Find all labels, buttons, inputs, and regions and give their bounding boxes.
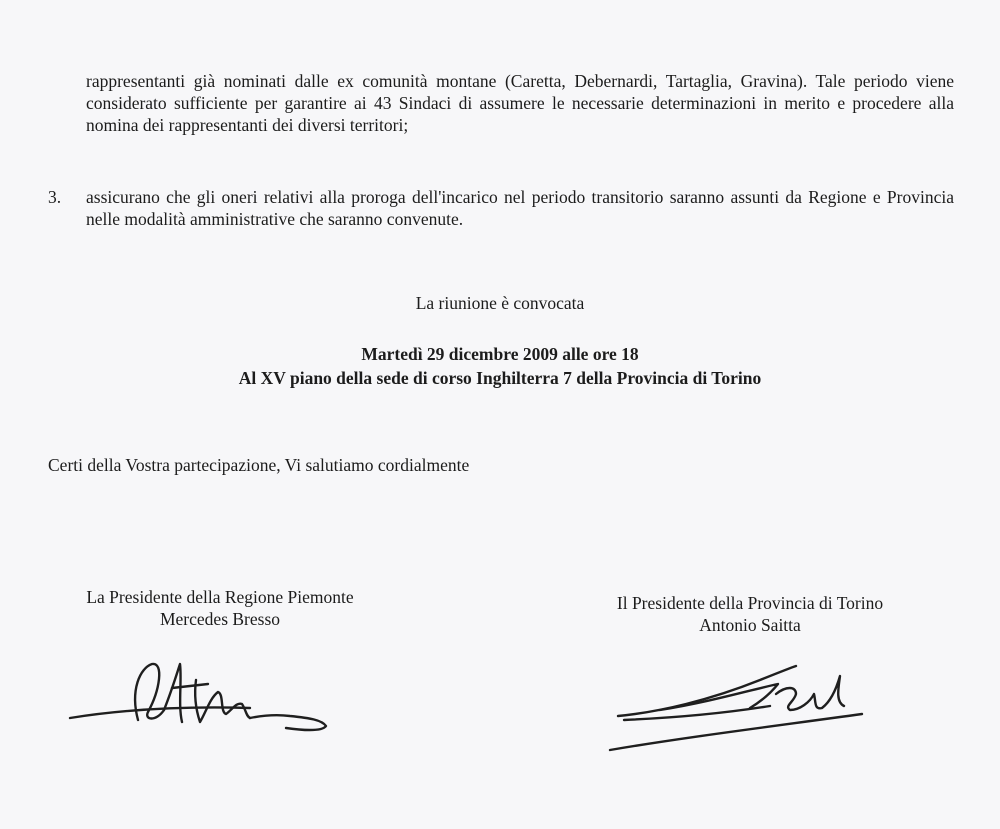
signatory-right-title: Il Presidente della Provincia di Torino	[616, 593, 884, 613]
handwritten-signature-left	[60, 650, 340, 740]
meeting-convened-line: La riunione è convocata	[415, 293, 585, 313]
meeting-date-line: Martedì 29 dicembre 2009 alle ore 18	[361, 344, 639, 364]
signatory-left	[40, 586, 400, 630]
meeting-venue-line: Al XV piano della sede di corso Inghilterra 7 della Provincia di Torino	[238, 368, 762, 388]
closing-line: Certi della Vostra partecipazione, Vi salutiamo cordialmente	[48, 455, 470, 475]
list-item-text: assicurano che gli oneri relativi alla proroga dell'incarico nel periodo transitorio saranno assunti da Regione e Provincia nelle modalità amministrative che saranno convenute.	[86, 187, 954, 229]
continuation-paragraph: rappresentanti già nominati dalle ex comunità montane (Caretta, Debernardi, Tartaglia, Gravina). Tale periodo viene considerato sufficiente per garantire ai 43 Sindaci di assumere le necessarie determinazioni in merito e procedere alla nomina dei rappresentanti dei diversi territori;	[86, 71, 954, 135]
signatory-left-name: Mercedes Bresso	[159, 609, 281, 629]
signatory-right	[570, 592, 930, 636]
list-item-number: 3.	[48, 187, 62, 207]
signatory-left-title: La Presidente della Regione Piemonte	[86, 587, 354, 607]
signatory-right-name: Antonio Saitta	[699, 615, 801, 635]
handwritten-signature-right	[600, 650, 880, 760]
